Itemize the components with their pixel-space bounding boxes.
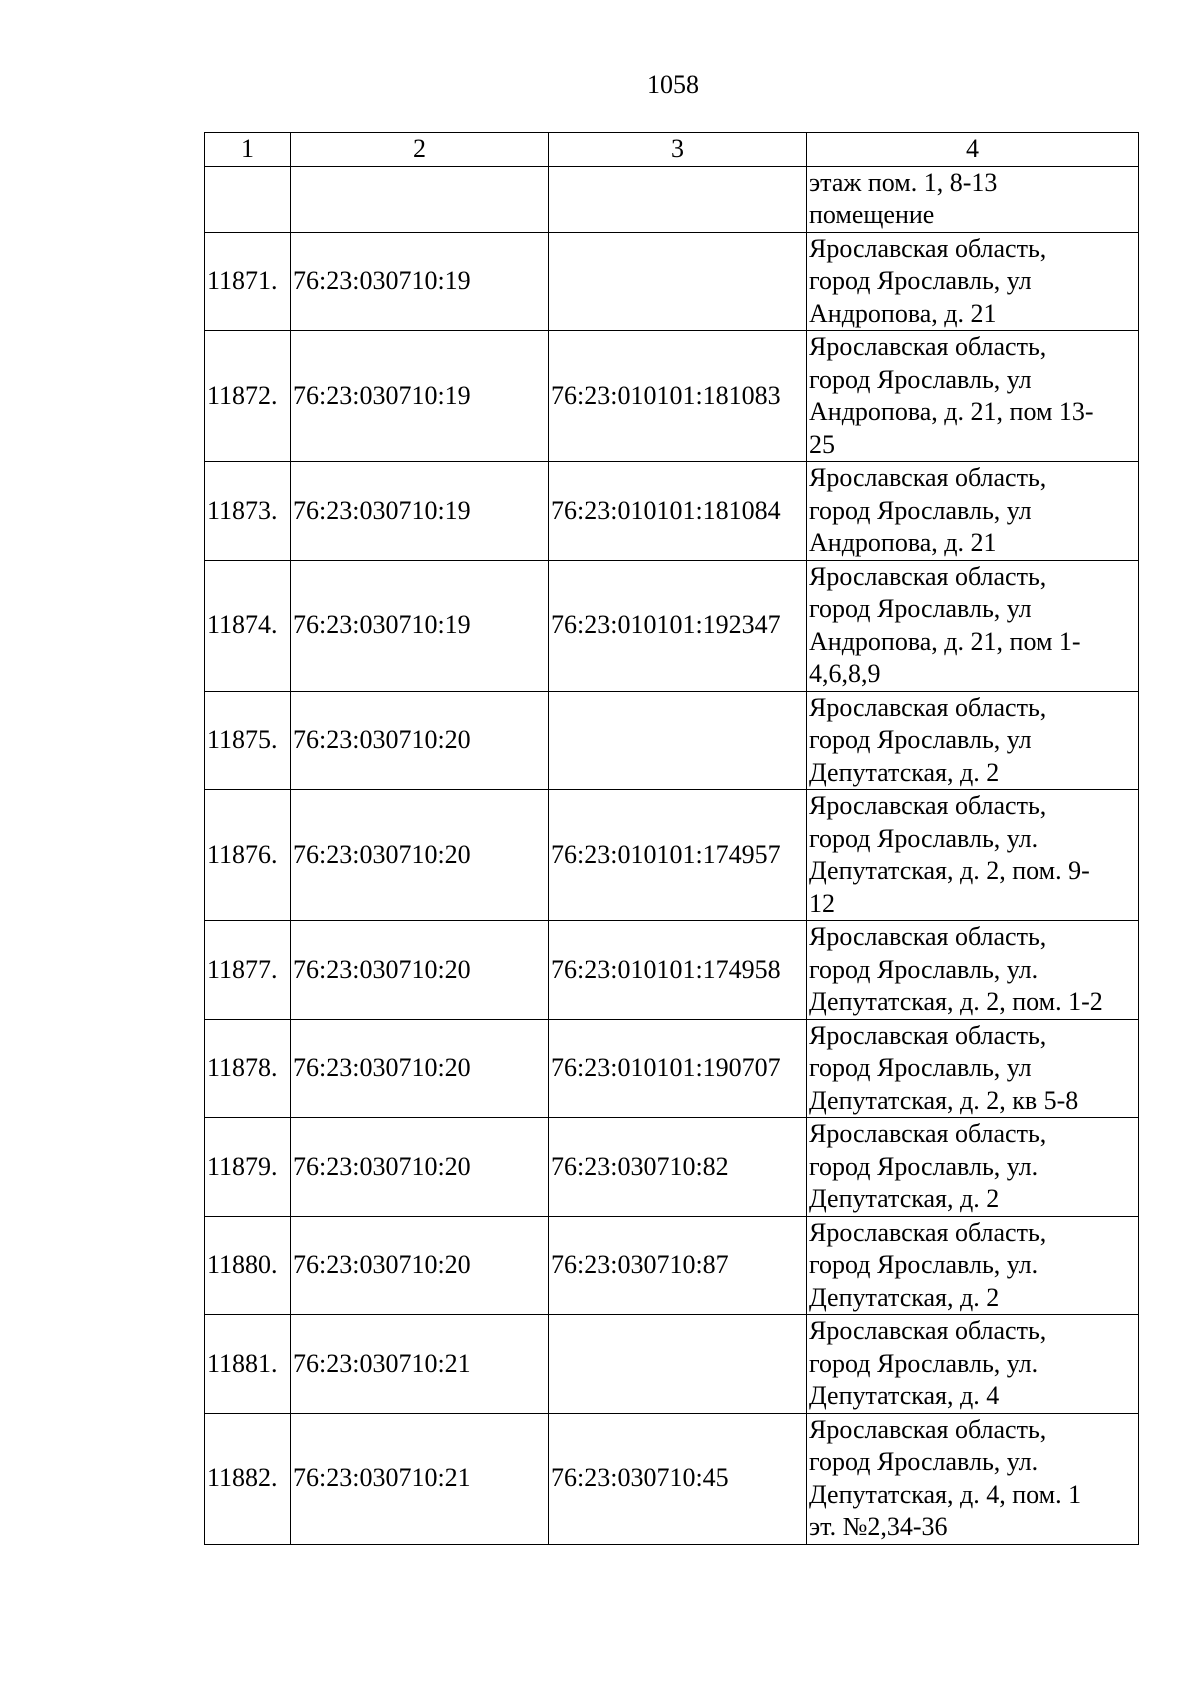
object-number: 76:23:010101:174958 xyxy=(549,921,807,1020)
row-number: 11873. xyxy=(205,462,291,561)
address: Ярославская область, город Ярославль, ул Андропова, д. 21, пом 13- 25 xyxy=(807,331,1139,462)
cadastral-number: 76:23:030710:19 xyxy=(291,462,549,561)
table-row xyxy=(205,166,1139,232)
object-number: 76:23:010101:181083 xyxy=(549,331,807,462)
row-number: 11871. xyxy=(205,232,291,331)
table-row xyxy=(205,1019,1139,1118)
address: Ярославская область, город Ярославль, ул Андропова, д. 21 xyxy=(807,232,1139,331)
object-number: 76:23:010101:181084 xyxy=(549,462,807,561)
cadastral-number xyxy=(291,166,549,232)
row-number: 11879. xyxy=(205,1118,291,1217)
object-number xyxy=(549,232,807,331)
address: Ярославская область, город Ярославль, ул Депутатская, д. 2 xyxy=(807,691,1139,790)
registry-table xyxy=(204,132,1139,1545)
cadastral-number: 76:23:030710:20 xyxy=(291,921,549,1020)
address: этаж пом. 1, 8-13 помещение xyxy=(807,166,1139,232)
row-number: 11880. xyxy=(205,1216,291,1315)
address: Ярославская область, город Ярославль, ул. Депутатская, д. 4, пом. 1 эт. №2,34-36 xyxy=(807,1413,1139,1544)
cadastral-number: 76:23:030710:21 xyxy=(291,1315,549,1414)
object-number: 76:23:030710:87 xyxy=(549,1216,807,1315)
table-row xyxy=(205,1315,1139,1414)
cadastral-number: 76:23:030710:19 xyxy=(291,232,549,331)
row-number: 11882. xyxy=(205,1413,291,1544)
cadastral-number: 76:23:030710:19 xyxy=(291,560,549,691)
address: Ярославская область, город Ярославль, ул. Депутатская, д. 2, пом. 9- 12 xyxy=(807,790,1139,921)
object-number xyxy=(549,691,807,790)
table-row xyxy=(205,790,1139,921)
object-number: 76:23:030710:45 xyxy=(549,1413,807,1544)
address: Ярославская область, город Ярославль, ул Депутатская, д. 2, кв 5-8 xyxy=(807,1019,1139,1118)
cadastral-number: 76:23:030710:21 xyxy=(291,1413,549,1544)
object-number xyxy=(549,1315,807,1414)
row-number: 11872. xyxy=(205,331,291,462)
row-number: 11878. xyxy=(205,1019,291,1118)
address: Ярославская область, город Ярославль, ул Андропова, д. 21, пом 1- 4,6,8,9 xyxy=(807,560,1139,691)
cadastral-number: 76:23:030710:20 xyxy=(291,1019,549,1118)
object-number: 76:23:010101:192347 xyxy=(549,560,807,691)
object-number xyxy=(549,166,807,232)
address: Ярославская область, город Ярославль, ул Андропова, д. 21 xyxy=(807,462,1139,561)
table-header-row xyxy=(205,133,1139,167)
column-header: 3 xyxy=(549,133,807,167)
table-row xyxy=(205,1216,1139,1315)
address: Ярославская область, город Ярославль, ул. Депутатская, д. 2, пом. 1-2 xyxy=(807,921,1139,1020)
column-header: 2 xyxy=(291,133,549,167)
row-number: 11874. xyxy=(205,560,291,691)
cadastral-number: 76:23:030710:20 xyxy=(291,790,549,921)
table-row xyxy=(205,691,1139,790)
table-row xyxy=(205,921,1139,1020)
column-header: 4 xyxy=(807,133,1139,167)
cadastral-number: 76:23:030710:20 xyxy=(291,1216,549,1315)
row-number: 11876. xyxy=(205,790,291,921)
object-number: 76:23:030710:82 xyxy=(549,1118,807,1217)
address: Ярославская область, город Ярославль, ул. Депутатская, д. 2 xyxy=(807,1216,1139,1315)
table-row xyxy=(205,331,1139,462)
cadastral-number: 76:23:030710:19 xyxy=(291,331,549,462)
row-number: 11881. xyxy=(205,1315,291,1414)
address: Ярославская область, город Ярославль, ул. Депутатская, д. 4 xyxy=(807,1315,1139,1414)
table-row xyxy=(205,560,1139,691)
table-row xyxy=(205,1413,1139,1544)
table-row xyxy=(205,1118,1139,1217)
cadastral-number: 76:23:030710:20 xyxy=(291,1118,549,1217)
row-number: 11877. xyxy=(205,921,291,1020)
column-header: 1 xyxy=(205,133,291,167)
address: Ярославская область, город Ярославль, ул. Депутатская, д. 2 xyxy=(807,1118,1139,1217)
cadastral-number: 76:23:030710:20 xyxy=(291,691,549,790)
table-row xyxy=(205,232,1139,331)
object-number: 76:23:010101:174957 xyxy=(549,790,807,921)
page-number: 1058 xyxy=(647,70,699,99)
row-number xyxy=(205,166,291,232)
row-number: 11875. xyxy=(205,691,291,790)
object-number: 76:23:010101:190707 xyxy=(549,1019,807,1118)
table-row xyxy=(205,462,1139,561)
